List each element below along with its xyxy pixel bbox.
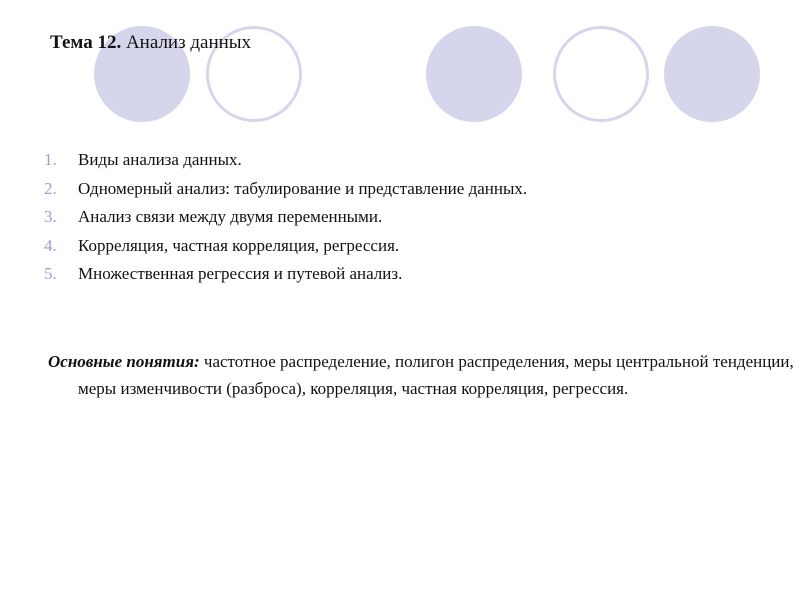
topic-item: [44, 146, 527, 175]
topic-number: 2.: [44, 178, 57, 198]
slide-title-number: Тема 12.: [50, 32, 122, 53]
key-concepts-text: частотное распределение, полигон распределения, меры центральной тенденции, меры изменчивости (разброса), корреляция, частная корреляция, регрессия.: [78, 352, 794, 398]
topic-number: 3.: [44, 207, 57, 226]
topic-number: 1.: [44, 150, 57, 169]
topic-list: [44, 146, 527, 289]
slide-title-text: Анализ данных: [121, 32, 252, 53]
decorative-outline-circle: [553, 26, 649, 122]
topic-text: Одномерный анализ: табулирование и представление данных.: [78, 178, 528, 198]
topic-text: Виды анализа данных.: [78, 150, 242, 169]
key-concepts-paragraph: [48, 348, 798, 402]
decorative-filled-circle: [426, 26, 522, 122]
topic-text: Корреляция, частная корреляция, регрессия.: [78, 235, 400, 255]
topic-text: Множественная регрессия и путевой анализ.: [78, 264, 403, 283]
topic-item: [44, 175, 527, 204]
topic-item: [44, 260, 527, 289]
topic-item: [44, 232, 527, 261]
topic-text: Анализ связи между двумя переменными.: [78, 207, 383, 226]
key-concepts-label: Основные понятия:: [48, 352, 200, 371]
topic-number: 5.: [44, 264, 57, 283]
slide-title: [50, 32, 251, 54]
topic-item: [44, 203, 527, 232]
decorative-filled-circle: [664, 26, 760, 122]
topic-number: 4.: [44, 235, 57, 255]
